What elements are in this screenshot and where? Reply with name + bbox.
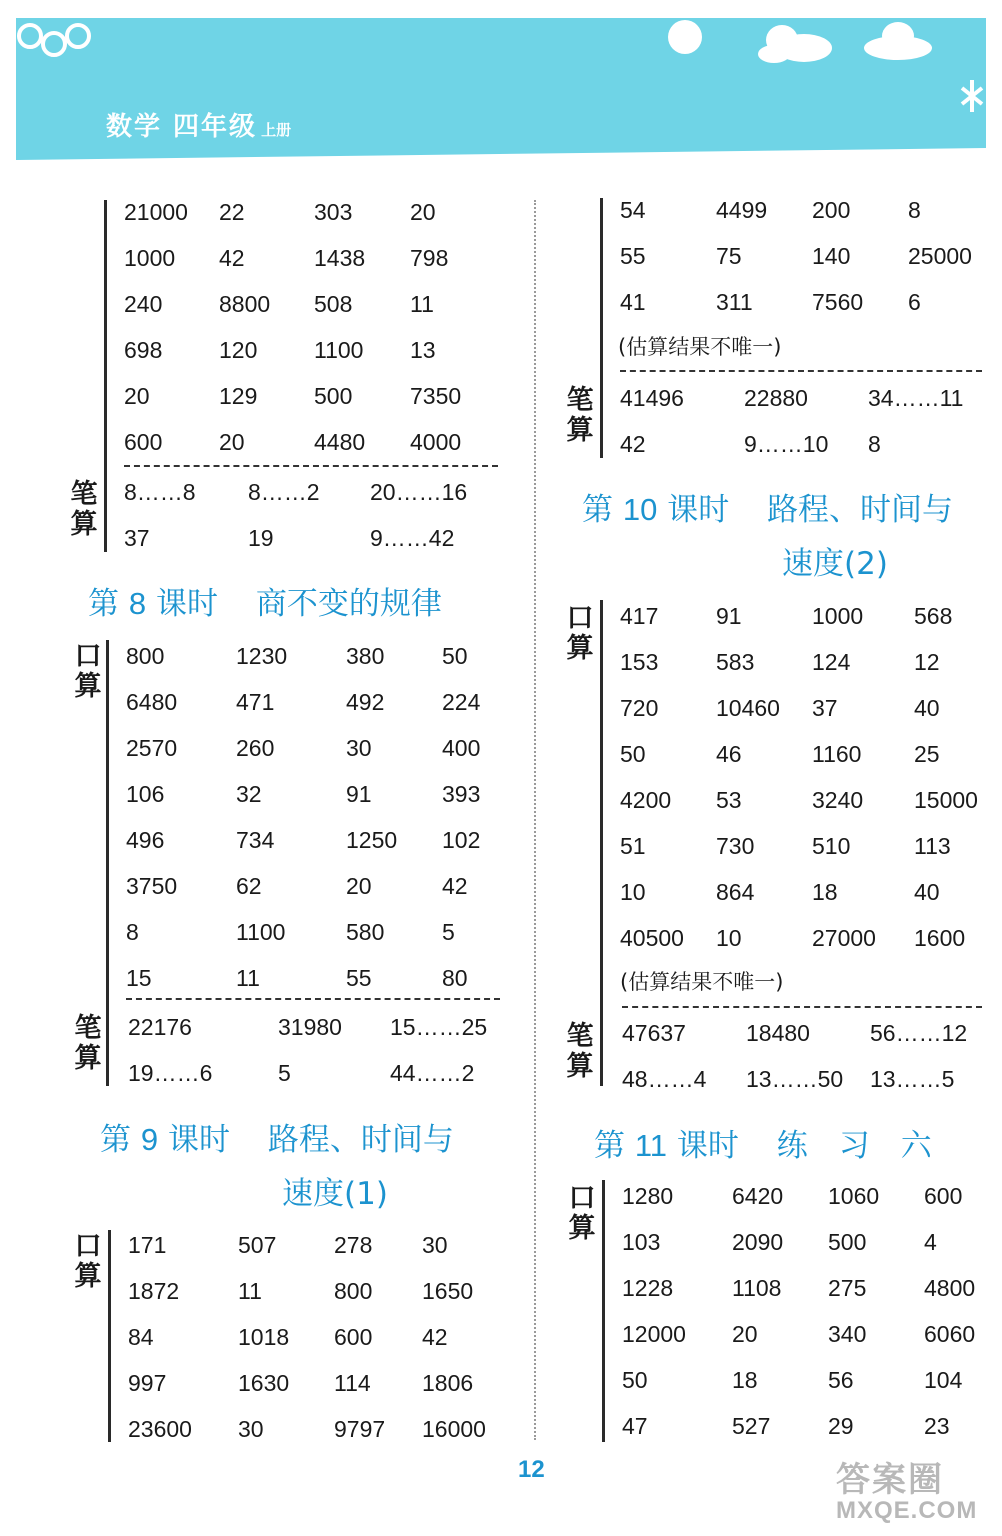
answer-cell: 1806 (422, 1370, 474, 1396)
answer-cell: 41 (620, 289, 646, 315)
watermark-url: MXQE.COM (836, 1497, 978, 1524)
answer-cell: 240 (124, 291, 163, 317)
answer-cell: 44……2 (390, 1060, 475, 1086)
section-rule (104, 200, 107, 552)
answer-cell: 730 (716, 833, 755, 859)
answer-cell: 40 (914, 695, 940, 721)
answer-cell: 8 (126, 919, 139, 945)
answer-cell: 500 (314, 383, 353, 409)
answer-cell: 11 (238, 1278, 262, 1304)
answer-cell: 42 (442, 873, 468, 899)
answer-cell: 27000 (812, 925, 876, 951)
page-number: 12 (518, 1456, 545, 1483)
answer-cell: 56 (828, 1367, 854, 1393)
lesson-number: 10 (622, 492, 658, 527)
answer-cell: 13 (410, 337, 436, 363)
answer-cell: 40 (914, 879, 940, 905)
answer-cell: 20 (124, 383, 150, 409)
answer-cell: 13……5 (870, 1066, 955, 1092)
answer-cell: 4 (924, 1229, 937, 1255)
answer-cell: 32 (236, 781, 262, 807)
answer-cell: 25 (914, 741, 940, 767)
answer-cell: 496 (126, 827, 165, 853)
answer-cell: 23 (924, 1413, 950, 1439)
subject-grade-title: 数学 四年级 上册 (106, 112, 292, 142)
lesson-topic: 路程、时间与 (267, 1122, 454, 1158)
answer-cell: 30 (238, 1416, 264, 1442)
answer-cell: 20 (219, 429, 245, 455)
answer-cell: 510 (812, 833, 851, 859)
answer-cell: 600 (924, 1183, 963, 1209)
answer-cell: 8……2 (248, 479, 320, 505)
answer-cell: 4800 (924, 1275, 976, 1301)
answer-cell: 527 (732, 1413, 771, 1439)
answer-cell: 6480 (126, 689, 178, 715)
lesson-10-heading: 第 10 课时 路程、时间与 (582, 492, 954, 528)
answer-cell: 13……50 (746, 1066, 844, 1092)
dashed-separator (124, 465, 498, 467)
answer-cell: 21000 (124, 199, 188, 225)
answer-cell: 311 (716, 289, 753, 315)
answer-cell: 508 (314, 291, 353, 317)
answer-cell: 5 (442, 919, 455, 945)
answer-cell: 20 (732, 1321, 758, 1347)
answer-cell: 9……42 (370, 525, 455, 551)
answer-cell: 393 (442, 781, 481, 807)
answer-cell: 11 (410, 291, 434, 317)
answer-cell: 22176 (128, 1014, 192, 1040)
oral-calc-label: 口算 (568, 1183, 596, 1244)
answer-cell: 40500 (620, 925, 684, 951)
answer-cell: 864 (716, 879, 755, 905)
written-calc-label: 笔算 (74, 1013, 102, 1074)
answer-cell: 48……4 (622, 1066, 707, 1092)
answer-cell: 18 (812, 879, 838, 905)
answer-cell: 30 (346, 735, 372, 761)
answer-cell: 31980 (278, 1014, 342, 1040)
answer-cell: 1018 (238, 1324, 290, 1350)
answer-cell: 91 (346, 781, 372, 807)
snowflake-icon (960, 76, 984, 116)
answer-cell: 18480 (746, 1020, 810, 1046)
answer-cell: 4499 (716, 197, 768, 223)
lesson-9-heading: 第 9 课时 路程、时间与 (100, 1122, 454, 1158)
answer-cell: 1600 (914, 925, 966, 951)
answer-cell: 600 (124, 429, 163, 455)
written-calc-label: 笔算 (70, 479, 98, 540)
answer-cell: 42 (422, 1324, 448, 1350)
answer-cell: 6 (908, 289, 921, 315)
lesson-topic: 练 习 六 (776, 1128, 932, 1164)
answer-cell: 15 (126, 965, 152, 991)
answer-cell: 46 (716, 741, 742, 767)
dashed-separator (126, 998, 500, 1000)
oral-calc-label: 口算 (566, 603, 594, 664)
section-rule (602, 1180, 605, 1442)
answer-cell: 471 (236, 689, 275, 715)
answer-cell: 800 (126, 643, 165, 669)
section-rule (600, 198, 603, 458)
lesson-number: 9 (140, 1122, 159, 1157)
answer-cell: 50 (442, 643, 468, 669)
answer-cell: 7350 (410, 383, 462, 409)
answer-cell: 54 (620, 197, 646, 223)
lesson-9-topic-continued: 速度(1) (282, 1176, 388, 1212)
answer-cell: 1438 (314, 245, 366, 271)
answer-cell: 50 (622, 1367, 648, 1393)
answer-cell: 4480 (314, 429, 366, 455)
answer-cell: 1100 (236, 919, 286, 945)
answer-cell: 12000 (622, 1321, 686, 1347)
answer-cell: 37 (124, 525, 150, 551)
answer-cell: 400 (442, 735, 481, 761)
answer-cell: 55 (346, 965, 372, 991)
lesson-8-heading: 第 8 课时 商不变的规律 (88, 586, 442, 622)
section-rule (106, 640, 109, 1086)
answer-cell: 698 (124, 337, 163, 363)
answer-cell: 5 (278, 1060, 291, 1086)
sun-icon (666, 18, 704, 56)
answer-cell: 7560 (812, 289, 864, 315)
answer-cell: 129 (219, 383, 258, 409)
watermark-logo (836, 1452, 977, 1525)
answer-cell: 171 (128, 1232, 167, 1258)
answer-cell: 124 (812, 649, 851, 675)
answer-cell: 9797 (334, 1416, 386, 1442)
answer-cell: 56……12 (870, 1020, 968, 1046)
answer-cell: 20 (346, 873, 372, 899)
answer-cell: 492 (346, 689, 385, 715)
answer-cell: 16000 (422, 1416, 486, 1442)
answer-cell: 11 (236, 965, 260, 991)
answer-cell: 798 (410, 245, 449, 271)
answer-cell: 1650 (422, 1278, 474, 1304)
answer-cell: 6060 (924, 1321, 976, 1347)
answer-cell: 106 (126, 781, 165, 807)
answer-cell: 380 (346, 643, 385, 669)
answer-cell: 53 (716, 787, 742, 813)
volume-label: 上册 (261, 121, 292, 139)
answer-cell: 507 (238, 1232, 277, 1258)
cloud-icon (756, 18, 846, 68)
page-header (16, 18, 986, 160)
answer-cell: 22 (219, 199, 245, 225)
answer-cell: 120 (219, 337, 258, 363)
written-calc-label: 笔算 (566, 385, 594, 446)
answer-cell: 15……25 (390, 1014, 488, 1040)
answer-cell: 4200 (620, 787, 672, 813)
answer-cell: 9……10 (744, 431, 829, 457)
answer-cell: 42 (620, 431, 646, 457)
answer-cell: 62 (236, 873, 262, 899)
answer-cell: 55 (620, 243, 646, 269)
answer-cell: 20……16 (370, 479, 468, 505)
rings-decoration-icon (16, 18, 96, 62)
answer-cell: 500 (828, 1229, 867, 1255)
answer-cell: 1160 (812, 741, 862, 767)
answer-cell: 37 (812, 695, 838, 721)
answer-cell: 1228 (622, 1275, 674, 1301)
answer-cell: 600 (334, 1324, 373, 1350)
answer-cell: 303 (314, 199, 353, 225)
answer-cell: 50 (620, 741, 646, 767)
answer-cell: 2570 (126, 735, 178, 761)
estimate-note: (估算结果不唯一) (618, 335, 782, 359)
answer-cell: 260 (236, 735, 275, 761)
answer-cell: 104 (924, 1367, 963, 1393)
answer-cell: 30 (422, 1232, 448, 1258)
answer-cell: 6420 (732, 1183, 784, 1209)
answer-cell: 80 (442, 965, 468, 991)
oral-calc-label: 口算 (74, 1231, 102, 1292)
dashed-separator (622, 1006, 982, 1008)
answer-cell: 568 (914, 603, 953, 629)
answer-cell: 47 (622, 1413, 648, 1439)
answer-cell: 1630 (238, 1370, 290, 1396)
lesson-topic: 路程、时间与 (767, 492, 954, 528)
answer-cell: 1108 (732, 1275, 782, 1301)
answer-cell: 1100 (314, 337, 364, 363)
answer-cell: 1280 (622, 1183, 674, 1209)
answer-cell: 800 (334, 1278, 373, 1304)
answer-cell: 278 (334, 1232, 373, 1258)
answer-cell: 102 (442, 827, 481, 853)
dashed-separator (620, 370, 982, 372)
answer-cell: 734 (236, 827, 275, 853)
answer-cell: 10 (716, 925, 742, 951)
answer-cell: 15000 (914, 787, 978, 813)
answer-cell: 12 (914, 649, 940, 675)
lesson-10-topic-continued: 速度(2) (782, 546, 888, 582)
answer-cell: 114 (334, 1370, 371, 1396)
answer-cell: 1872 (128, 1278, 180, 1304)
answer-cell: 29 (828, 1413, 854, 1439)
answer-cell: 47637 (622, 1020, 686, 1046)
answer-cell: 23600 (128, 1416, 192, 1442)
answer-cell: 10460 (716, 695, 780, 721)
column-divider (534, 200, 536, 1440)
answer-cell: 1250 (346, 827, 398, 853)
section-rule (108, 1230, 111, 1442)
answer-cell: 3750 (126, 873, 178, 899)
answer-cell: 41496 (620, 385, 684, 411)
answer-cell: 103 (622, 1229, 661, 1255)
estimate-note: (估算结果不唯一) (620, 970, 784, 994)
answer-cell: 340 (828, 1321, 867, 1347)
answer-cell: 417 (620, 603, 659, 629)
answer-cell: 1000 (812, 603, 864, 629)
answer-cell: 1000 (124, 245, 176, 271)
answer-cell: 4000 (410, 429, 462, 455)
answer-cell: 22880 (744, 385, 808, 411)
answer-cell: 75 (716, 243, 742, 269)
answer-cell: 51 (620, 833, 646, 859)
answer-cell: 1060 (828, 1183, 880, 1209)
answer-cell: 91 (716, 603, 742, 629)
answer-cell: 720 (620, 695, 659, 721)
answer-cell: 20 (410, 199, 436, 225)
answer-cell: 8 (868, 431, 881, 457)
answer-cell: 275 (828, 1275, 867, 1301)
answer-cell: 18 (732, 1367, 758, 1393)
lesson-number: 11 (634, 1128, 668, 1163)
answer-cell: 19……6 (128, 1060, 213, 1086)
lesson-number: 8 (128, 586, 147, 621)
answer-cell: 200 (812, 197, 851, 223)
answer-cell: 19 (248, 525, 274, 551)
lesson-topic: 商不变的规律 (255, 586, 442, 622)
answer-cell: 8 (908, 197, 921, 223)
answer-cell: 113 (914, 833, 951, 859)
answer-cell: 2090 (732, 1229, 784, 1255)
cloud-icon (858, 18, 938, 66)
section-rule (600, 600, 603, 1086)
answer-cell: 583 (716, 649, 755, 675)
answer-cell: 8……8 (124, 479, 196, 505)
answer-cell: 42 (219, 245, 245, 271)
answer-cell: 34……11 (868, 385, 964, 411)
answer-cell: 3240 (812, 787, 864, 813)
answer-cell: 997 (128, 1370, 167, 1396)
answer-cell: 1230 (236, 643, 288, 669)
lesson-11-heading: 第 11 课时 练 习 六 (594, 1128, 932, 1164)
oral-calc-label: 口算 (74, 641, 102, 702)
answer-cell: 84 (128, 1324, 154, 1350)
answer-cell: 580 (346, 919, 385, 945)
answer-cell: 8800 (219, 291, 271, 317)
written-calc-label: 笔算 (566, 1021, 594, 1082)
answer-cell: 140 (812, 243, 851, 269)
answer-cell: 25000 (908, 243, 972, 269)
answer-cell: 153 (620, 649, 659, 675)
watermark-text: 答案圈 (836, 1460, 944, 1500)
answer-cell: 10 (620, 879, 646, 905)
answer-cell: 224 (442, 689, 481, 715)
